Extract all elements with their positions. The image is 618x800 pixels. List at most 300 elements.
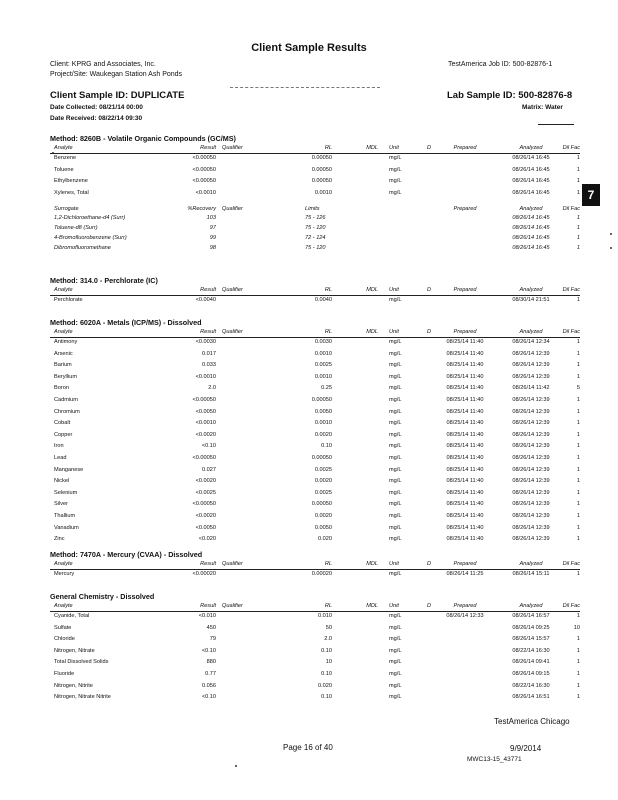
cell-dil-fac: 1 xyxy=(576,694,580,701)
table-row xyxy=(50,454,580,466)
footer-date: 9/9/2014 xyxy=(510,744,542,753)
cell-result: 0.017 xyxy=(202,350,216,357)
col-mdl: MDL xyxy=(366,561,378,567)
cell-recovery: 97 xyxy=(209,225,216,232)
cell-unit: mg/L xyxy=(389,166,402,173)
cell-result: <0.00050 xyxy=(192,396,216,403)
client-name: Client: KPRG and Associates, Inc. xyxy=(50,61,156,68)
cell-dil-fac: 1 xyxy=(576,501,580,508)
cell-dil-fac: 1 xyxy=(576,659,580,666)
cell-unit: mg/L xyxy=(389,694,402,701)
cell-result: 450 xyxy=(206,624,216,631)
col-d: D xyxy=(427,561,432,567)
cell-analyte: Selenium xyxy=(54,489,78,496)
cell-recovery: 103 xyxy=(206,215,216,222)
table-row xyxy=(50,612,580,624)
table-row xyxy=(50,431,580,443)
cell-unit: mg/L xyxy=(389,350,402,357)
cell-analyte: Lead xyxy=(54,454,67,461)
cell-prepared: 08/25/14 11:40 xyxy=(446,443,484,450)
col-d: D xyxy=(427,145,432,151)
cell-rl: 0.25 xyxy=(321,385,332,392)
col-analyzed: Analyzed xyxy=(519,145,543,151)
cell-analyte: Nitrogen, Nitrite xyxy=(54,682,93,689)
cell-result: <0.10 xyxy=(201,694,216,701)
cell-rl: 0.10 xyxy=(321,443,332,450)
cell-analyzed: 08/26/14 15:57 xyxy=(512,636,550,643)
cell-unit: mg/L xyxy=(389,647,402,654)
cell-unit: mg/L xyxy=(389,297,402,303)
cell-result: <0.010 xyxy=(198,613,216,619)
surrogate-row xyxy=(50,244,580,254)
cell-analyzed: 08/26/14 16:45 xyxy=(512,235,550,242)
cell-analyzed: 08/26/14 16:45 xyxy=(512,155,550,161)
cell-analyte: Beryllium xyxy=(54,373,78,380)
cell-unit: mg/L xyxy=(389,339,402,345)
cell-analyzed: 08/26/14 16:45 xyxy=(512,178,550,185)
cell-rl: 2.0 xyxy=(324,636,332,643)
surrogate-row xyxy=(50,224,580,234)
column-header-row xyxy=(50,144,580,154)
cell-dil-fac: 1 xyxy=(576,466,580,473)
cell-rl: 0.00050 xyxy=(311,155,332,161)
cell-result: <0.0010 xyxy=(195,373,216,380)
col-rl: RL xyxy=(324,603,332,609)
cell-analyzed: 08/26/14 16:45 xyxy=(512,215,550,222)
cell-unit: mg/L xyxy=(389,659,402,666)
col-prepared: Prepared xyxy=(453,329,477,335)
col-dil-fac: Dil Fac xyxy=(562,561,580,567)
cell-prepared: 08/25/14 11:40 xyxy=(446,362,484,369)
cell-result: <0.00050 xyxy=(192,178,216,185)
col-analyzed: Analyzed xyxy=(519,329,543,335)
cell-prepared: 08/25/14 11:40 xyxy=(446,350,484,357)
col-mdl: MDL xyxy=(366,603,378,609)
cell-unit: mg/L xyxy=(389,501,402,508)
cell-rl: 0.0040 xyxy=(314,297,332,303)
cell-analyzed: 08/26/14 12:39 xyxy=(512,512,550,519)
cell-analyzed: 08/26/14 12:39 xyxy=(512,350,550,357)
cell-prepared: 08/26/14 11:25 xyxy=(446,571,484,577)
cell-dil-fac: 1 xyxy=(576,396,580,403)
cell-dil-fac: 1 xyxy=(576,189,580,196)
col-d: D xyxy=(427,287,432,293)
scan-dot xyxy=(610,247,612,249)
cell-limits: 75 - 126 xyxy=(305,215,326,222)
table-row xyxy=(50,693,580,705)
table-row xyxy=(50,373,580,385)
cell-unit: mg/L xyxy=(389,670,402,677)
cell-unit: mg/L xyxy=(389,155,402,161)
section-title: Method: 8260B - Volatile Organic Compounds (GC/MS) xyxy=(50,134,236,143)
table-row xyxy=(50,635,580,647)
cell-dil-fac: 1 xyxy=(576,682,580,689)
cell-unit: mg/L xyxy=(389,624,402,631)
cell-unit: mg/L xyxy=(389,636,402,643)
col-analyte: Analyte xyxy=(54,329,73,335)
cell-rl: 0.0010 xyxy=(314,373,332,380)
cell-analyzed: 08/22/14 16:30 xyxy=(512,647,550,654)
col-result: Result xyxy=(200,329,216,335)
col-qualifier: Qualifier xyxy=(222,145,243,151)
col-rl: RL xyxy=(324,561,332,567)
matrix: Matrix: Water xyxy=(522,104,563,111)
cell-dil-fac: 1 xyxy=(576,225,580,232)
cell-analyzed: 08/26/14 12:39 xyxy=(512,524,550,531)
cell-dil-fac: 1 xyxy=(576,339,580,345)
col-limits: Limits xyxy=(305,206,320,213)
cell-analyzed: 08/26/14 12:39 xyxy=(512,396,550,403)
cell-dil-fac: 1 xyxy=(576,613,580,619)
client-sample-id: Client Sample ID: DUPLICATE xyxy=(50,90,185,101)
cell-rl: 0.00050 xyxy=(311,166,332,173)
cell-result: <0.10 xyxy=(201,443,216,450)
cell-unit: mg/L xyxy=(389,431,402,438)
cell-rl: 0.0025 xyxy=(314,466,332,473)
cell-result: <0.00020 xyxy=(192,571,216,577)
cell-rl: 50 xyxy=(325,624,332,631)
cell-analyzed: 08/26/14 16:45 xyxy=(512,225,550,232)
table-row xyxy=(50,658,580,670)
col-mdl: MDL xyxy=(366,287,378,293)
column-header-row xyxy=(50,286,580,296)
cell-analyzed: 08/26/14 16:45 xyxy=(512,166,550,173)
cell-analyte: Nickel xyxy=(54,478,70,485)
cell-result: 0.033 xyxy=(202,362,216,369)
cell-dil-fac: 1 xyxy=(576,571,580,577)
cell-analyzed: 08/26/14 16:51 xyxy=(512,694,550,701)
cell-unit: mg/L xyxy=(389,362,402,369)
cell-prepared: 08/25/14 11:40 xyxy=(446,431,484,438)
col-analyte: Analyte xyxy=(54,145,73,151)
cell-analyzed: 08/26/14 12:34 xyxy=(512,339,550,345)
cell-analyte: Boron xyxy=(54,385,69,392)
cell-rl: 0.0030 xyxy=(314,339,332,345)
table-row xyxy=(50,442,580,454)
cell-result: 0.77 xyxy=(205,670,216,677)
col-unit: Unit xyxy=(389,287,399,293)
cell-dil-fac: 1 xyxy=(576,420,580,427)
cell-rl: 0.10 xyxy=(321,670,332,677)
cell-analyzed: 08/26/14 12:39 xyxy=(512,408,550,415)
cell-prepared: 08/25/14 11:40 xyxy=(446,454,484,461)
col-dil-fac: Dil Fac xyxy=(562,329,580,335)
col-result: Result xyxy=(200,287,216,293)
section-metals xyxy=(50,318,580,547)
table-row xyxy=(50,570,580,582)
cell-analyzed: 08/26/14 09:15 xyxy=(512,670,550,677)
col-analyte: Analyte xyxy=(54,561,73,567)
cell-unit: mg/L xyxy=(389,466,402,473)
table-row xyxy=(50,466,580,478)
cell-recovery: 98 xyxy=(209,245,216,252)
cell-prepared: 08/25/14 11:40 xyxy=(446,396,484,403)
cell-result: <0.0025 xyxy=(195,489,216,496)
col-rl: RL xyxy=(324,145,332,151)
section-title: Method: 314.0 - Perchlorate (IC) xyxy=(50,276,158,285)
cell-dil-fac: 1 xyxy=(576,454,580,461)
cell-analyte: Cobalt xyxy=(54,420,71,427)
col-qualifier: Qualifier xyxy=(222,329,243,335)
voc-surrogates xyxy=(50,214,580,254)
cell-result: 2.0 xyxy=(208,385,216,392)
cell-dil-fac: 1 xyxy=(576,178,580,185)
col-dil-fac: Dil Fac xyxy=(562,287,580,293)
cell-result: <0.0050 xyxy=(195,408,216,415)
cell-result: <0.00050 xyxy=(192,155,216,161)
col-analyzed: Analyzed xyxy=(519,206,543,213)
table-row xyxy=(50,489,580,501)
table-row xyxy=(50,189,580,201)
cell-rl: 0.0010 xyxy=(314,350,332,357)
cell-analyte: Chloride xyxy=(54,636,75,643)
col-result: Result xyxy=(200,603,216,609)
cell-unit: mg/L xyxy=(389,396,402,403)
cell-rl: 0.10 xyxy=(321,647,332,654)
cell-prepared: 08/25/14 11:40 xyxy=(446,373,484,380)
col-qualifier: Qualifier xyxy=(222,561,243,567)
cell-rl: 0.0050 xyxy=(314,408,332,415)
cell-analyte: Benzene xyxy=(54,155,77,161)
cell-result: <0.0020 xyxy=(195,431,216,438)
cell-limits: 75 - 120 xyxy=(305,245,326,252)
cell-rl: 0.00050 xyxy=(311,501,332,508)
cell-analyte: Nitrogen, Nitrate Nitrite xyxy=(54,694,111,701)
cell-limits: 72 - 124 xyxy=(305,235,326,242)
cell-unit: mg/L xyxy=(389,613,402,619)
col-dil-fac: Dil Fac xyxy=(562,603,580,609)
cell-limits: 75 - 120 xyxy=(305,225,326,232)
cell-dil-fac: 1 xyxy=(576,235,580,242)
footer-stamp: MWC13-15_43771 xyxy=(467,756,522,763)
cell-prepared: 08/25/14 11:40 xyxy=(446,489,484,496)
cell-analyzed: 08/26/14 12:39 xyxy=(512,501,550,508)
cell-prepared: 08/25/14 11:40 xyxy=(446,339,484,345)
table-row xyxy=(50,477,580,489)
surrogate-row xyxy=(50,234,580,244)
cell-prepared: 08/25/14 11:40 xyxy=(446,512,484,519)
surrogate-row xyxy=(50,214,580,224)
cell-unit: mg/L xyxy=(389,489,402,496)
table-row xyxy=(50,396,580,408)
cell-unit: mg/L xyxy=(389,373,402,380)
cell-dil-fac: 1 xyxy=(576,536,580,543)
cell-analyte: Iron xyxy=(54,443,64,450)
cell-analyte: Mercury xyxy=(54,571,75,577)
cell-analyzed: 08/26/14 16:45 xyxy=(512,189,550,196)
cell-dil-fac: 1 xyxy=(576,166,580,173)
header-divider xyxy=(230,87,380,88)
col-qualifier: Qualifier xyxy=(222,206,243,213)
table-row xyxy=(50,166,580,178)
cell-rl: 0.0010 xyxy=(314,189,332,196)
cell-analyte: Xylenes, Total xyxy=(54,189,89,196)
cell-dil-fac: 1 xyxy=(576,155,580,161)
cell-rl: 0.0025 xyxy=(314,489,332,496)
cell-analyzed: 08/26/14 16:45 xyxy=(512,245,550,252)
col-prepared: Prepared xyxy=(453,206,477,213)
cell-analyte: Copper xyxy=(54,431,73,438)
cell-dil-fac: 1 xyxy=(576,636,580,643)
cell-result: 79 xyxy=(209,636,216,643)
cell-rl: 0.00050 xyxy=(311,396,332,403)
col-analyte: Analyte xyxy=(54,287,73,293)
cell-result: <0.10 xyxy=(201,647,216,654)
cell-analyzed: 08/22/14 16:30 xyxy=(512,682,550,689)
cell-prepared: 08/25/14 11:40 xyxy=(446,524,484,531)
table-row xyxy=(50,350,580,362)
col-mdl: MDL xyxy=(366,145,378,151)
mercury-rows xyxy=(50,570,580,582)
col-qualifier: Qualifier xyxy=(222,603,243,609)
cell-analyzed: 08/26/14 09:41 xyxy=(512,659,550,666)
cell-analyte: Chromium xyxy=(54,408,80,415)
table-row xyxy=(50,154,580,166)
cell-analyte: Cyanide, Total xyxy=(54,613,90,619)
col-unit: Unit xyxy=(389,329,399,335)
cell-dil-fac: 1 xyxy=(576,215,580,222)
date-collected: Date Collected: 08/21/14 00:00 xyxy=(50,104,143,111)
cell-analyzed: 08/26/14 15:11 xyxy=(512,571,550,577)
cell-rl: 0.020 xyxy=(318,536,332,543)
column-header-row xyxy=(50,560,580,570)
cell-prepared: 08/25/14 11:40 xyxy=(446,501,484,508)
cell-unit: mg/L xyxy=(389,478,402,485)
cell-unit: mg/L xyxy=(389,571,402,577)
cell-analyte: Silver xyxy=(54,501,68,508)
col-surrogate: Surrogate xyxy=(54,206,79,213)
cell-result: 0.056 xyxy=(202,682,216,689)
cell-unit: mg/L xyxy=(389,408,402,415)
cell-dil-fac: 1 xyxy=(576,408,580,415)
cell-result: <0.0020 xyxy=(195,512,216,519)
cell-dil-fac: 10 xyxy=(573,624,580,631)
cell-result: <0.00050 xyxy=(192,501,216,508)
cell-unit: mg/L xyxy=(389,420,402,427)
table-row xyxy=(50,361,580,373)
table-row xyxy=(50,296,580,308)
section-mercury xyxy=(50,550,580,582)
section-title: Method: 7470A - Mercury (CVAA) - Dissolved xyxy=(50,550,203,559)
col-dil-fac: Dil Fac xyxy=(562,145,580,151)
cell-analyte: Toluene xyxy=(54,166,74,173)
cell-dil-fac: 1 xyxy=(576,350,580,357)
cell-analyzed: 08/26/14 12:39 xyxy=(512,373,550,380)
cell-unit: mg/L xyxy=(389,524,402,531)
section-tab-marker: 7 xyxy=(582,184,600,206)
cell-dil-fac: 1 xyxy=(576,647,580,654)
cell-dil-fac: 1 xyxy=(576,670,580,677)
scan-dot xyxy=(610,233,612,235)
cell-analyte: Fluoride xyxy=(54,670,75,677)
cell-prepared: 08/26/14 12:33 xyxy=(446,613,484,619)
section-perchlorate xyxy=(50,276,580,308)
col-result: Result xyxy=(200,561,216,567)
voc-rows xyxy=(50,154,580,200)
table-row xyxy=(50,624,580,636)
col-prepared: Prepared xyxy=(453,561,477,567)
cell-unit: mg/L xyxy=(389,443,402,450)
cell-result: 880 xyxy=(206,659,216,666)
cell-analyte: Nitrogen, Nitrate xyxy=(54,647,95,654)
section-voc xyxy=(50,134,580,254)
cell-rl: 0.0020 xyxy=(314,431,332,438)
column-header-row xyxy=(50,602,580,612)
col-dil-fac: Dil Fac xyxy=(562,206,580,213)
table-row xyxy=(50,177,580,189)
cell-unit: mg/L xyxy=(389,512,402,519)
cell-unit: mg/L xyxy=(389,682,402,689)
cell-rl: 0.10 xyxy=(321,694,332,701)
table-row xyxy=(50,384,580,396)
cell-unit: mg/L xyxy=(389,385,402,392)
col-analyte: Analyte xyxy=(54,603,73,609)
cell-prepared: 08/25/14 11:40 xyxy=(446,536,484,543)
col-analyzed: Analyzed xyxy=(519,287,543,293)
cell-prepared: 08/25/14 11:40 xyxy=(446,478,484,485)
cell-dil-fac: 1 xyxy=(576,443,580,450)
date-received: Date Received: 08/22/14 09:30 xyxy=(50,115,143,122)
cell-rl: 0.0020 xyxy=(314,512,332,519)
cell-dil-fac: 1 xyxy=(576,489,580,496)
surrogate-header-row xyxy=(50,205,580,214)
col-prepared: Prepared xyxy=(453,145,477,151)
footer-page-number: Page 16 of 40 xyxy=(283,743,333,752)
table-row xyxy=(50,535,580,547)
cell-analyte: Cadmium xyxy=(54,396,78,403)
cell-analyzed: 08/26/14 12:39 xyxy=(512,362,550,369)
cell-rl: 0.0050 xyxy=(314,524,332,531)
cell-analyzed: 08/26/14 09:25 xyxy=(512,624,550,631)
cell-analyzed: 08/26/14 12:39 xyxy=(512,443,550,450)
cell-result: 0.027 xyxy=(202,466,216,473)
cell-rl: 10 xyxy=(325,659,332,666)
cell-analyzed: 08/26/14 12:39 xyxy=(512,420,550,427)
cell-analyte: Thallium xyxy=(54,512,76,519)
cell-analyzed: 08/26/14 12:39 xyxy=(512,466,550,473)
cell-surrogate: Dibromofluoromethane xyxy=(54,245,111,252)
col-unit: Unit xyxy=(389,145,399,151)
cell-dil-fac: 1 xyxy=(576,512,580,519)
cell-rl: 0.00020 xyxy=(311,571,332,577)
cell-unit: mg/L xyxy=(389,536,402,543)
table-row xyxy=(50,682,580,694)
cell-analyte: Arsenic xyxy=(54,350,73,357)
table-row xyxy=(50,647,580,659)
cell-dil-fac: 1 xyxy=(576,245,580,252)
col-qualifier: Qualifier xyxy=(222,287,243,293)
page-title: Client Sample Results xyxy=(251,42,367,54)
table-row xyxy=(50,408,580,420)
col-result: Result xyxy=(200,145,216,151)
cell-analyzed: 08/26/14 11:42 xyxy=(512,385,550,392)
cell-surrogate: Toluene-d8 (Surr) xyxy=(54,225,98,232)
col-mdl: MDL xyxy=(366,329,378,335)
cell-analyte: Antimony xyxy=(54,339,78,345)
job-id: TestAmerica Job ID: 500-82876-1 xyxy=(448,61,553,68)
cell-rl: 0.0010 xyxy=(314,420,332,427)
cell-prepared: 08/25/14 11:40 xyxy=(446,420,484,427)
table-row xyxy=(50,524,580,536)
table-row xyxy=(50,512,580,524)
col-d: D xyxy=(427,329,432,335)
cell-analyte: Manganese xyxy=(54,466,84,473)
cell-rl: 0.00050 xyxy=(311,178,332,185)
cell-prepared: 08/25/14 11:40 xyxy=(446,466,484,473)
cell-unit: mg/L xyxy=(389,189,402,196)
chemistry-rows xyxy=(50,612,580,705)
cell-analyte: Vanadium xyxy=(54,524,79,531)
